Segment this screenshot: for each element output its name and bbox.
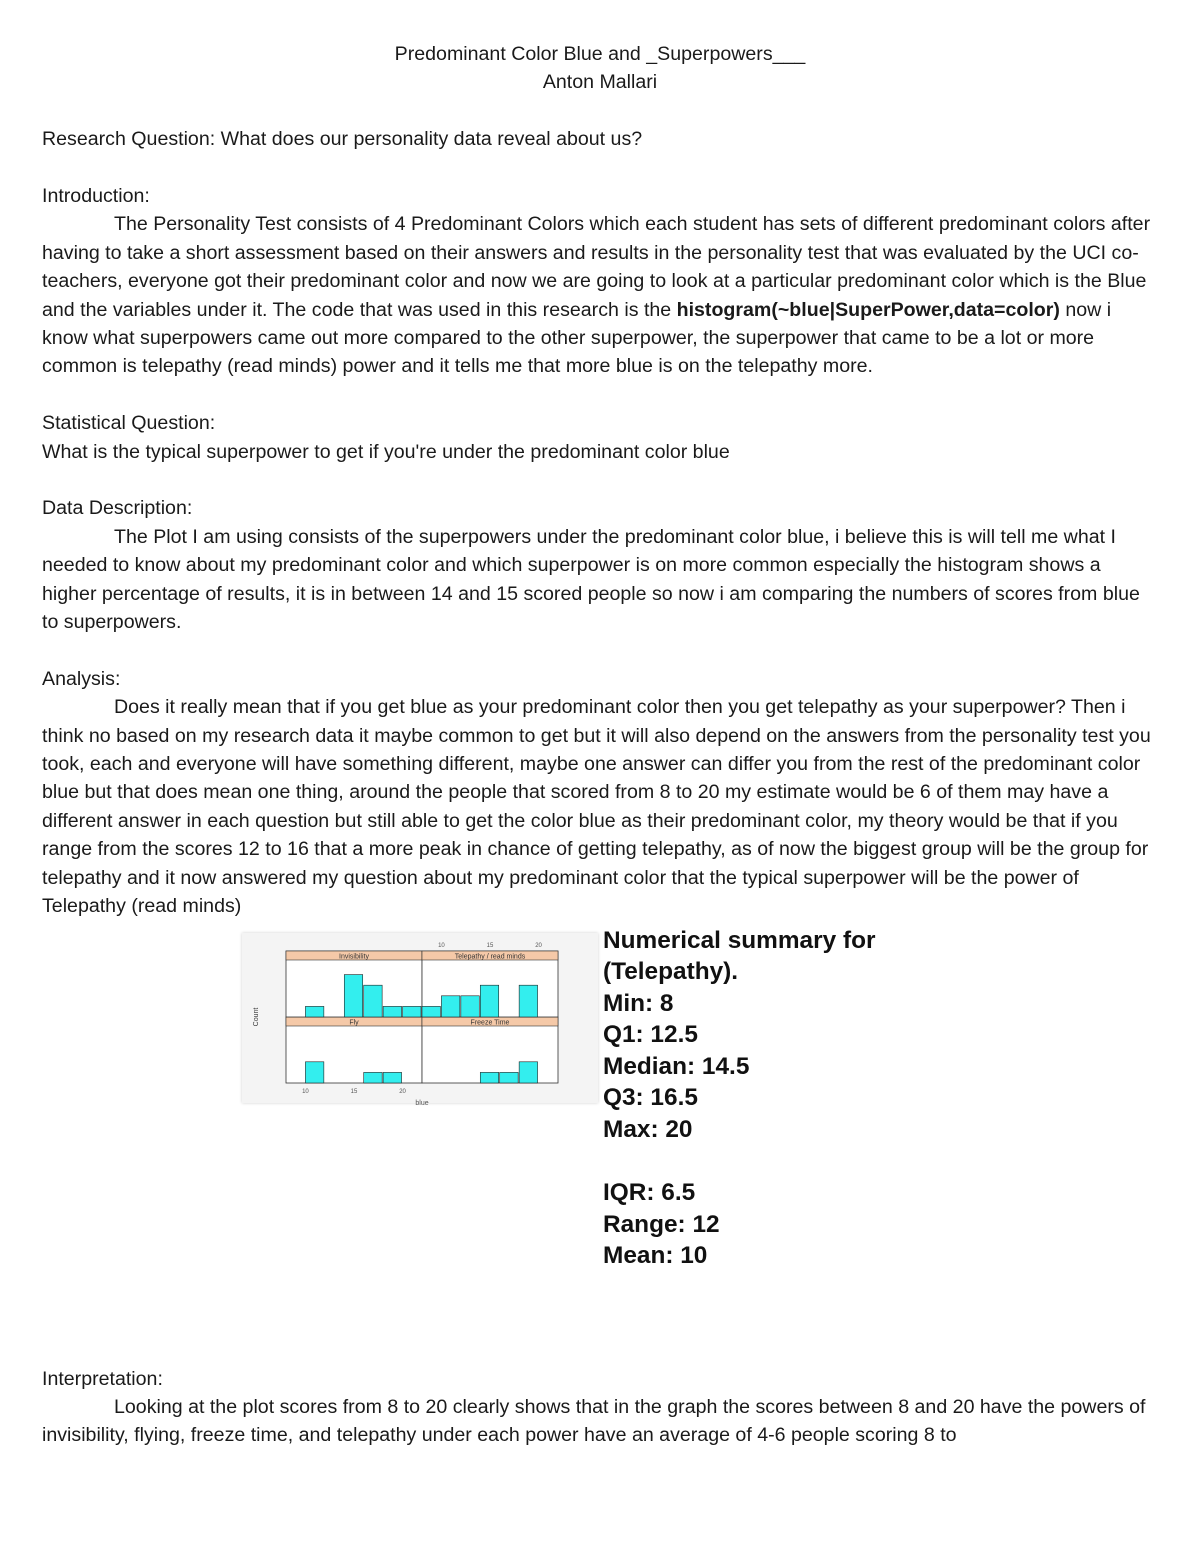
- histogram-bar: [364, 1072, 382, 1083]
- histogram-bar: [480, 1072, 498, 1083]
- interpretation-heading: Interpretation:: [42, 1367, 163, 1390]
- data-description-body: The Plot I am using consists of the superpowers under the predominant color blue, i believe this is will tell me what I needed to know about my predominant color and which superpower is on more common especially the histogram shows a higher percentage of results, it is in between 14 and 15 scored people so now i am comparing the numbers of scores from blue to superpowers.: [42, 525, 1140, 634]
- x-tick-label: 10: [302, 1088, 309, 1095]
- summary-max: Max: 20: [603, 1116, 693, 1144]
- x-tick-label-top: 15: [486, 942, 494, 949]
- document-title: Predominant Color Blue and _Superpowers___: [394, 43, 806, 65]
- summary-q1: Q1: 12.5: [603, 1021, 698, 1049]
- introduction-text-1: The Personality Test consists of 4 Predominant Colors which each student has sets of different predominant colors after having to take a short assessment based on their answers and results in the personality test that was evaluated by the UCI co-teachers, everyone got their predominant color and now we are going to look at a particular predominant color which is the Blue and the variables under it. The code that was used in this research is the: [42, 213, 1151, 321]
- panel-label: Telepathy / read minds: [454, 953, 526, 961]
- histogram-bar: [461, 995, 479, 1016]
- histogram-bar: [305, 1061, 323, 1082]
- statistical-question-body: What is the typical superpower to get if you're under the predominant color blue: [42, 440, 730, 463]
- histogram-bar: [480, 985, 498, 1017]
- summary-median: Median: 14.5: [603, 1052, 750, 1080]
- panel-label: Fly: [349, 1019, 359, 1027]
- x-tick-label-top: 20: [535, 942, 542, 949]
- numerical-summary: [603, 925, 1023, 1273]
- author-name: Anton Mallari: [542, 71, 658, 94]
- statistical-question-heading: Statistical Question:: [42, 412, 216, 435]
- y-axis-label: Count: [253, 1007, 260, 1026]
- histogram-bar: [422, 1006, 440, 1017]
- histogram-bar: [519, 985, 537, 1017]
- histogram-bar: [500, 1072, 518, 1083]
- summary-mean: Mean: 10: [603, 1242, 708, 1270]
- histogram-bar: [344, 974, 362, 1016]
- histogram-bar: [383, 1072, 401, 1083]
- summary-range: Range: 12: [603, 1210, 720, 1238]
- analysis-heading: Analysis:: [42, 667, 121, 690]
- histogram-figure: [242, 933, 598, 1107]
- histogram-bar: [364, 985, 382, 1017]
- x-tick-label-top: 10: [438, 942, 445, 949]
- summary-title-line1: Numerical summary for: [603, 926, 876, 954]
- histogram-bar: [305, 1006, 323, 1017]
- panel-label: Freeze Time: [470, 1019, 510, 1027]
- document-page: [42, 40, 1158, 1450]
- research-question: Research Question: What does our personality data reveal about us?: [42, 128, 643, 151]
- histogram-bar: [519, 1061, 537, 1082]
- summary-title-line2: (Telepathy).: [603, 958, 739, 986]
- panel-label: Invisibility: [339, 953, 369, 961]
- analysis-body: Does it really mean that if you get blue as your predominant color then you get telepathy as your superpower? Then i think no based on my research data it maybe common to get but it will also depend on the answers from the personality test you took, each and everyone will have something different, maybe one answer can differ you from the rest of the predominant color blue but that does mean one thing, around the people that scored from 8 to 20 my estimate would be 6 of them may have a different answer in each question but still able to get the color blue as their predominant color, my theory would be that if you range from the scores 12 to 16 that a more peak in chance of getting telepathy, as of now the biggest group will be the group for telepathy and it now answered my question about my predominant color that the typical superpower will be the power of Telepathy (read minds): [42, 696, 1151, 918]
- x-tick-label: 20: [399, 1088, 406, 1095]
- histogram-code: histogram(~blue|SuperPower,data=color): [676, 298, 1060, 321]
- introduction-body: [42, 210, 1158, 380]
- introduction-heading: Introduction:: [42, 185, 150, 207]
- introduction-text-2: now i know what superpowers came out more compared to the other superpower, the superpower that came to be a lot or more common is telepathy (read minds) power and it tells me that more blue is on the telepathy more.: [42, 298, 1112, 378]
- data-description-heading: Data Description:: [42, 497, 193, 520]
- histogram-bar: [383, 1006, 401, 1017]
- histogram-bar: [441, 995, 459, 1016]
- histogram-chart: [242, 933, 598, 1107]
- figure-row: [42, 925, 1158, 1365]
- histogram-bar: [403, 1006, 421, 1017]
- x-axis-label: blue: [415, 1099, 429, 1107]
- summary-q3: Q3: 16.5: [603, 1084, 698, 1112]
- summary-iqr: IQR: 6.5: [603, 1179, 696, 1207]
- x-tick-label: 15: [350, 1088, 358, 1095]
- interpretation-body: Looking at the plot scores from 8 to 20 clearly shows that in the graph the scores between 8 and 20 have the powers of invisibility, flying, freeze time, and telepathy under each power have an average of 4-6 people scoring 8 to: [42, 1395, 1146, 1447]
- summary-min: Min: 8: [603, 989, 674, 1017]
